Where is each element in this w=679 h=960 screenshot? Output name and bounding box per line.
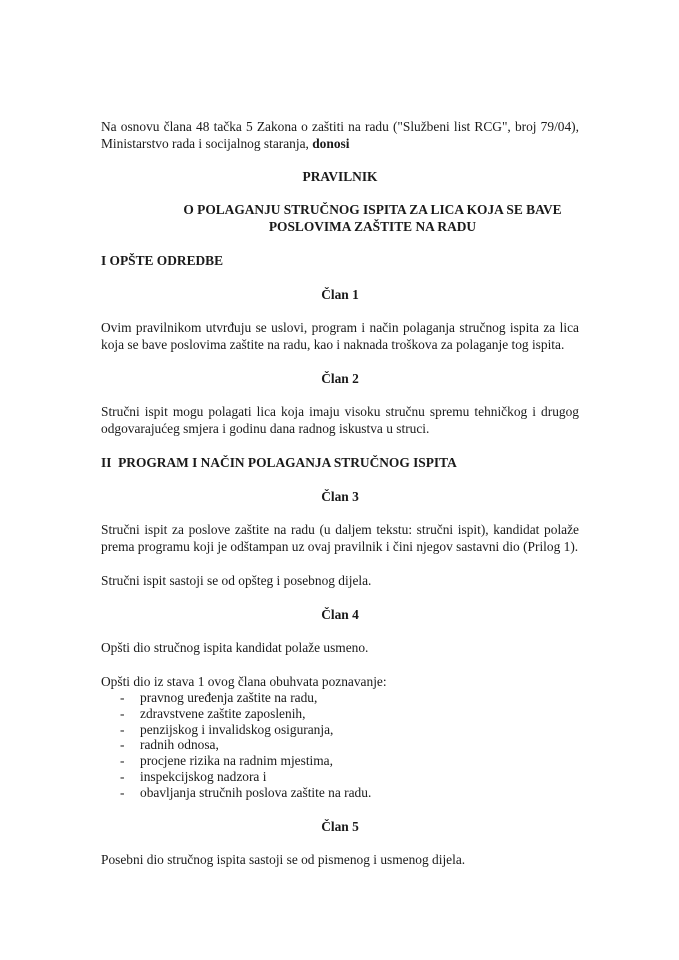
- list-item-text: obavljanja stručnih poslova zaštite na radu.: [140, 784, 372, 800]
- intro-paragraph: [101, 118, 579, 152]
- section-heading-general-provisions: I OPŠTE ODREDBE: [101, 253, 224, 268]
- article-3-paragraph-1: Stručni ispit za poslove zaštite na radu (u daljem tekstu: stručni ispit), kandidat polaže prema programu koji je odštampan uz ovaj pravilnik i čini njegov sastavni dio (Prilog 1).: [101, 522, 579, 554]
- dash-bullet-icon: -: [120, 690, 125, 705]
- list-item: [101, 690, 579, 706]
- article-4-paragraph-1: Opšti dio stručnog ispita kandidat polaže usmeno.: [101, 640, 369, 655]
- dash-bullet-icon: -: [120, 705, 125, 721]
- article-4-list: [101, 690, 579, 801]
- subtitle-line-2: POSLOVIMA ZAŠTITE NA RADU: [268, 219, 477, 234]
- article-2-paragraph: Stručni ispit mogu polagati lica koja imaju visoku stručnu spremu tehničkog i drugog odgovarajućeg smjera i godinu dana radnog iskustva u struci.: [101, 404, 579, 436]
- subtitle-line-1: O POLAGANJU STRUČNOG ISPITA ZA LICA KOJA SE BAVE: [183, 202, 562, 217]
- list-item: [101, 785, 579, 801]
- list-item: [101, 753, 579, 769]
- article-4-paragraph-2: Opšti dio iz stava 1 ovog člana obuhvata poznavanje:: [101, 674, 387, 689]
- dash-bullet-icon: -: [120, 721, 125, 737]
- article-heading-4: Član 4: [321, 607, 359, 622]
- article-heading-2: Član 2: [321, 371, 359, 386]
- list-item-text: pravnog uređenja zaštite na radu,: [140, 690, 318, 705]
- dash-bullet-icon: -: [120, 784, 125, 800]
- list-item-text: zdravstvene zaštite zaposlenih,: [140, 705, 306, 721]
- article-heading-5: Član 5: [321, 818, 359, 834]
- document-title: PRAVILNIK: [302, 169, 378, 184]
- dash-bullet-icon: -: [120, 768, 125, 784]
- list-item: [101, 737, 579, 753]
- list-item-text: procjene rizika na radnim mjestima,: [140, 753, 333, 769]
- dash-bullet-icon: -: [120, 753, 125, 769]
- dash-bullet-icon: -: [120, 737, 125, 753]
- list-item-text: inspekcijskog nadzora i: [140, 768, 267, 784]
- article-1-paragraph: Ovim pravilnikom utvrđuju se uslovi, program i način polaganja stručnog ispita za lica koja se bave poslovima zaštite na radu, kao i naknada troškova za polaganje tog ispita.: [101, 320, 579, 352]
- list-item-text: penzijskog i invalidskog osiguranja,: [140, 721, 334, 737]
- list-item: [101, 706, 579, 722]
- section-heading-program: II PROGRAM I NAČIN POLAGANJA STRUČNOG ISPITA: [101, 455, 457, 470]
- list-item: [101, 722, 579, 738]
- article-5-paragraph: Posebni dio stručnog ispita sastoji se od pismenog i usmenog dijela.: [101, 851, 466, 867]
- list-item-text: radnih odnosa,: [140, 737, 219, 753]
- article-3-paragraph-2: Stručni ispit sastoji se od opšteg i posebnog dijela.: [101, 573, 372, 588]
- intro-bold-word: donosi: [312, 136, 350, 151]
- intro-text: Na osnovu člana 48 tačka 5 Zakona o zaštiti na radu ("Službeni list RCG", broj 79/04), Ministarstvo rada i socijalnog staranja,: [101, 119, 579, 151]
- article-heading-3: Član 3: [321, 489, 359, 504]
- document-page: [101, 118, 579, 868]
- document-subtitle: [101, 201, 575, 235]
- article-heading-1: Član 1: [321, 287, 359, 302]
- list-item: [101, 769, 579, 785]
